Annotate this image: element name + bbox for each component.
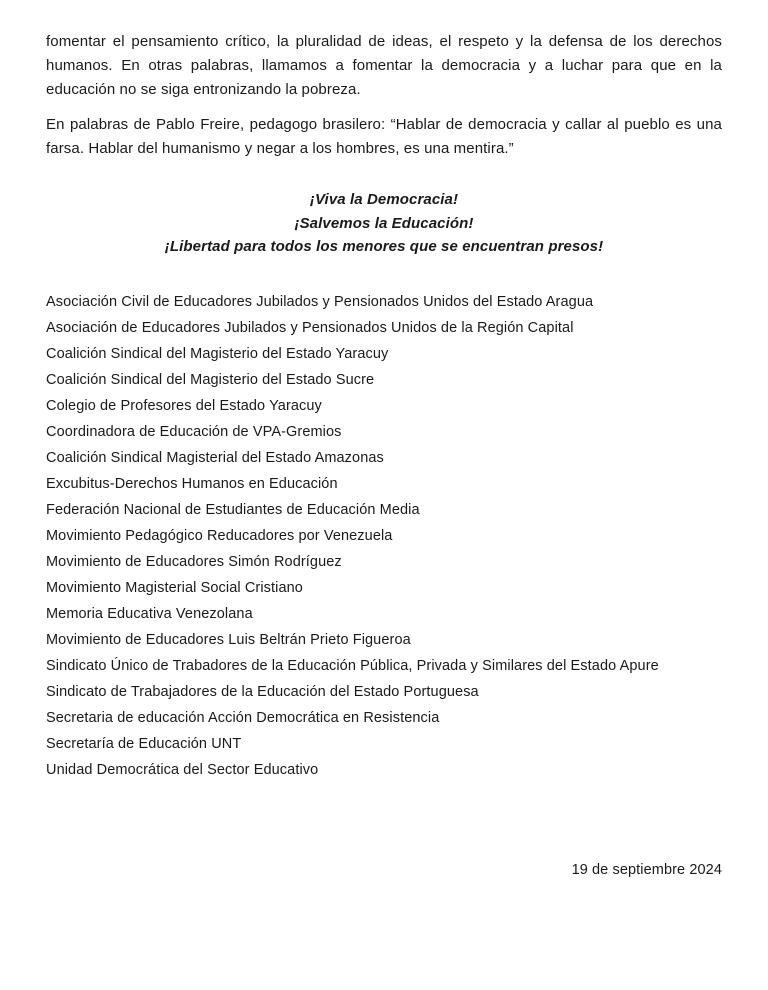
signatories-list bbox=[46, 295, 722, 778]
signatory-item: Sindicato de Trabajadores de la Educación del Estado Portuguesa bbox=[46, 683, 479, 700]
signatory-item: Movimiento de Educadores Luis Beltrán Prieto Figueroa bbox=[46, 631, 411, 648]
intro-paragraph-1: fomentar el pensamiento crítico, la pluralidad de ideas, el respeto y la defensa de los derechos humanos. En otras palabras, llamamos a fomentar la democracia y a luchar para que en la educación no se siga entronizando la pobreza. bbox=[46, 33, 722, 98]
slogan-viva-democracia: ¡Viva la Democracia! bbox=[309, 191, 459, 208]
slogans-block bbox=[46, 188, 722, 259]
document-date: 19 de septiembre 2024 bbox=[571, 861, 722, 878]
signatory-item: Asociación Civil de Educadores Jubilados y Pensionados Unidos del Estado Aragua bbox=[46, 293, 594, 310]
signatory-item: Coalición Sindical Magisterial del Estado Amazonas bbox=[46, 449, 384, 466]
slogan-libertad-menores: ¡Libertad para todos los menores que se encuentran presos! bbox=[164, 238, 604, 255]
signatory-item: Memoria Educativa Venezolana bbox=[46, 605, 253, 622]
signatory-item: Coordinadora de Educación de VPA-Gremios bbox=[46, 423, 342, 440]
signatory-item: Unidad Democrática del Sector Educativo bbox=[46, 761, 319, 778]
intro-paragraph-2: En palabras de Pablo Freire, pedagogo brasilero: “Hablar de democracia y callar al pueblo es una farsa. Hablar del humanismo y negar a los hombres, es una mentira.” bbox=[46, 116, 722, 157]
signatory-item: Coalición Sindical del Magisterio del Estado Yaracuy bbox=[46, 345, 389, 362]
signatory-item: Asociación de Educadores Jubilados y Pensionados Unidos de la Región Capital bbox=[46, 319, 574, 336]
signatory-item: Movimiento Magisterial Social Cristiano bbox=[46, 579, 303, 596]
signatory-item: Federación Nacional de Estudiantes de Educación Media bbox=[46, 501, 420, 518]
signatory-item: Movimiento Pedagógico Reducadores por Venezuela bbox=[46, 527, 393, 544]
signatory-item: Coalición Sindical del Magisterio del Estado Sucre bbox=[46, 371, 375, 388]
signatory-item: Secretaria de educación Acción Democrática en Resistencia bbox=[46, 709, 440, 726]
slogan-salvemos-educacion: ¡Salvemos la Educación! bbox=[294, 214, 474, 232]
signatory-item: Secretaría de Educación UNT bbox=[46, 735, 242, 752]
signatory-item: Movimiento de Educadores Simón Rodríguez bbox=[46, 553, 342, 570]
signatory-item: Sindicato Único de Trabadores de la Educación Pública, Privada y Similares del Estado Apure bbox=[46, 657, 659, 674]
signatory-item: Excubitus-Derechos Humanos en Educación bbox=[46, 475, 338, 492]
signatory-item: Colegio de Profesores del Estado Yaracuy bbox=[46, 397, 322, 414]
